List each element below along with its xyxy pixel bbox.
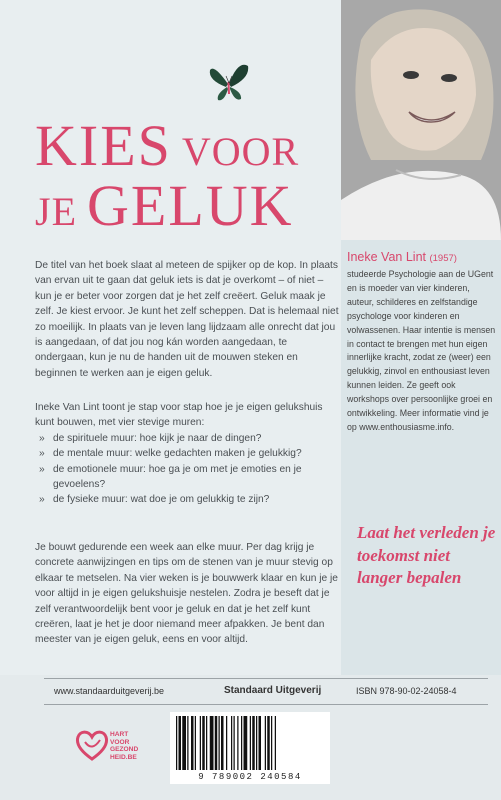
author-birth-year: (1957) bbox=[429, 253, 457, 264]
heart-logo-text bbox=[110, 731, 138, 761]
blurb-paragraph-1: De titel van het boek slaat al meteen de spijker op de kop. In plaats van ervan uit te gaan dat geluk iets is dat je overkomt – of niet – kun je er beter voor zorgen dat je het zelf creëert. Geluk maak je zelf. Je kiest ervoor. Je kunt het zelf scheppen. Dat is helemaal niet zo moeilijk. In plaats van je leven lang lijdzaam alle onrecht dat jou is aangedaan, of dat jou nog kán worden aangedaan, te ondergaan, kun je nu de handen uit de mouwen steken en beginnen te werken aan je eigen geluk. bbox=[35, 260, 339, 379]
barcode-bar bbox=[221, 716, 224, 770]
heart-logo-line: VOOR bbox=[110, 738, 130, 746]
barcode-bar bbox=[241, 716, 242, 770]
footer-divider-bottom bbox=[44, 704, 488, 705]
title-word-je: JE bbox=[35, 189, 77, 234]
barcode-number: 9 789002 240584 bbox=[198, 772, 302, 782]
walls-list bbox=[35, 431, 341, 508]
barcode-bar bbox=[275, 716, 276, 770]
pull-quote: Laat het verleden je toekomst niet langer bepalen bbox=[357, 523, 496, 587]
barcode-bar bbox=[226, 716, 227, 770]
list-item: » de spirituele muur: hoe kijk je naar de dingen? bbox=[35, 431, 341, 446]
book-title-line-2 bbox=[35, 172, 294, 239]
blurb-paragraph-3: Je bouwt gedurende een week aan elke muur. Per dag krijg je concrete aanwijzingen en tips om de stenen van je muur stevig op elkaar te metselen. Na vier weken is je bouwwerk klaar en kun je je voor altijd in je eigen gelukshuisje nestelen. Zodra je beseft dat je zelf verantwoordelijk bent voor je geluk en dat je het zelf kunt creëren, laat je het je door niemand meer afpakken. Je bent dan meester van je eigen geluk, eens en voor altijd. bbox=[35, 542, 338, 646]
publisher-name: Standaard Uitgeverij bbox=[224, 685, 322, 696]
author-name: Ineke Van Lint bbox=[347, 250, 426, 264]
blurb-paragraph-2 bbox=[35, 400, 341, 508]
barcode-bar bbox=[195, 716, 196, 770]
barcode-bar bbox=[219, 716, 220, 770]
author-photo bbox=[341, 0, 501, 240]
book-title-line-1 bbox=[35, 112, 299, 179]
heart-icon bbox=[74, 728, 110, 764]
barcode-bar bbox=[179, 716, 182, 770]
barcode-bar bbox=[191, 716, 194, 770]
author-bio: studeerde Psychologie aan de UGent en is moeder van vier kinderen, auteur, schilderes en zelfstandige psychologe voor kinderen en volwassenen. Haar intentie is mensen in contact te brengen met hun eigen innerlijke kracht, zodat ze (weer) een gelukkig, zinvol en enthousiast leven kunnen leiden. Ze geeft ook workshops over persoonlijke groei en ontwikkeling. Meer informatie vind je op www.enthousiasme.info. bbox=[347, 269, 496, 432]
barcode bbox=[170, 712, 330, 784]
barcode-bar bbox=[252, 716, 255, 770]
barcode-bar bbox=[271, 716, 272, 770]
footer-divider-top bbox=[44, 678, 488, 679]
list-item: » de emotionele muur: hoe ga je om met je emoties en je gevoelens? bbox=[35, 462, 341, 493]
isbn-number: ISBN 978-90-02-24058-4 bbox=[356, 686, 457, 696]
barcode-bar bbox=[182, 716, 186, 770]
publisher-website: www.standaarduitgeverij.be bbox=[54, 686, 165, 696]
heart-logo-line: HEID.BE bbox=[110, 753, 137, 761]
list-item: » de fysieke muur: wat doe je om gelukkig te zijn? bbox=[35, 492, 341, 507]
barcode-bar bbox=[187, 716, 188, 770]
barcode-bar bbox=[265, 716, 266, 770]
barcode-bar bbox=[256, 716, 257, 770]
barcode-bar bbox=[267, 716, 270, 770]
heart-logo-line: HART bbox=[110, 731, 129, 738]
barcode-bar bbox=[200, 716, 201, 770]
author-heading bbox=[347, 250, 501, 264]
barcode-bar bbox=[202, 716, 205, 770]
butterfly-icon bbox=[208, 62, 250, 104]
barcode-bar bbox=[210, 716, 214, 770]
barcode-bar bbox=[234, 716, 235, 770]
blurb-intro: Ineke Van Lint toont je stap voor stap hoe je je eigen gelukshuis kunt bouwen, met vier stevige muren: bbox=[35, 402, 323, 429]
title-word-geluk: GELUK bbox=[87, 173, 294, 238]
list-item: » de mentale muur: welke gedachten maken je gelukkig? bbox=[35, 446, 341, 461]
heart-logo-line: GEZOND bbox=[110, 746, 139, 754]
barcode-icon bbox=[176, 716, 324, 770]
barcode-bar bbox=[215, 716, 218, 770]
barcode-bar bbox=[244, 716, 248, 770]
barcode-bar bbox=[259, 716, 262, 770]
title-word-kies: KIES bbox=[35, 113, 172, 178]
title-word-voor: VOOR bbox=[181, 129, 300, 174]
barcode-bar bbox=[176, 716, 177, 770]
barcode-bar bbox=[231, 716, 232, 770]
barcode-bar bbox=[237, 716, 238, 770]
barcode-bar bbox=[206, 716, 207, 770]
barcode-bar bbox=[250, 716, 251, 770]
